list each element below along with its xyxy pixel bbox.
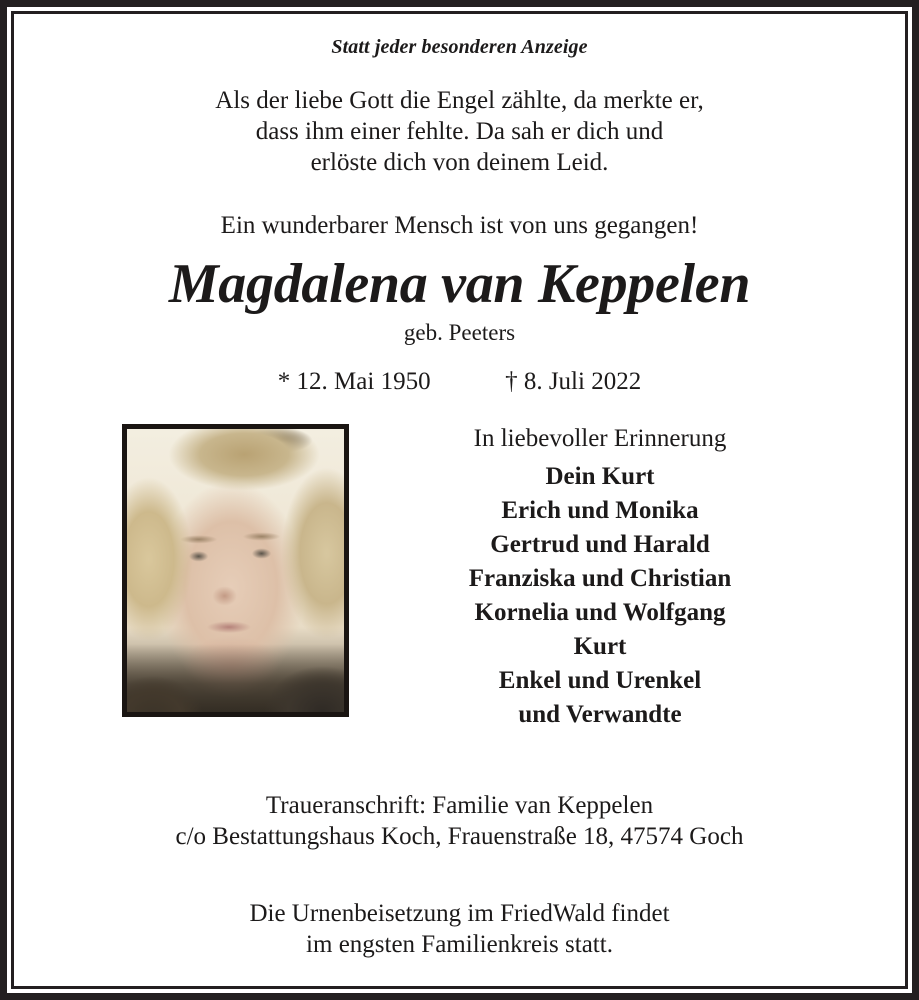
list-item: Dein Kurt	[545, 463, 655, 490]
poem-line-1: Als der liebe Gott die Engel zählte, da merkte er,	[215, 87, 704, 114]
maiden-name: geb. Peeters	[403, 320, 516, 345]
memorial-poem	[14, 85, 905, 178]
list-item: Franziska und Christian	[468, 565, 732, 592]
condolence-address	[14, 790, 905, 852]
mourners-block	[394, 424, 806, 732]
lead-sentence: Ein wunderbarer Mensch ist von uns gegangen!	[220, 212, 699, 239]
funeral-note	[14, 898, 905, 960]
closing-line-2: im engsten Familienkreis statt.	[306, 931, 613, 958]
deceased-name: Magdalena van Keppelen	[168, 253, 751, 315]
portrait-photo	[122, 424, 349, 717]
portrait-photo-image	[127, 429, 344, 712]
mourners-list	[394, 460, 806, 732]
list-item: Erich und Monika	[501, 497, 699, 524]
poem-line-3: erlöste dich von deinem Leid.	[310, 149, 609, 176]
list-item: Enkel und Urenkel	[498, 667, 702, 694]
list-item: Kurt	[573, 633, 627, 660]
death-date: † 8. Juli 2022	[505, 368, 642, 395]
mourners-intro: In liebevoller Erinnerung	[473, 425, 727, 452]
notice-sheet	[14, 14, 905, 986]
birth-date: * 12. Mai 1950	[277, 368, 431, 395]
list-item: Gertrud und Harald	[490, 531, 710, 558]
address-line-1: Traueranschrift: Familie van Keppelen	[265, 792, 654, 819]
poem-line-2: dass ihm einer fehlte. Da sah er dich und	[255, 118, 664, 145]
list-item: Kornelia und Wolfgang	[474, 599, 726, 626]
frame-white-gap	[7, 7, 912, 993]
photo-and-mourners	[14, 424, 905, 744]
life-dates	[14, 368, 905, 396]
address-line-2: c/o Bestattungshaus Koch, Frauenstraße 18, 47574 Goch	[175, 823, 744, 850]
list-item: und Verwandte	[518, 701, 682, 728]
frame-inner-rule	[11, 11, 908, 989]
kicker-text: Statt jeder besonderen Anzeige	[331, 36, 588, 58]
closing-line-1: Die Urnenbeisetzung im FriedWald findet	[249, 900, 670, 927]
